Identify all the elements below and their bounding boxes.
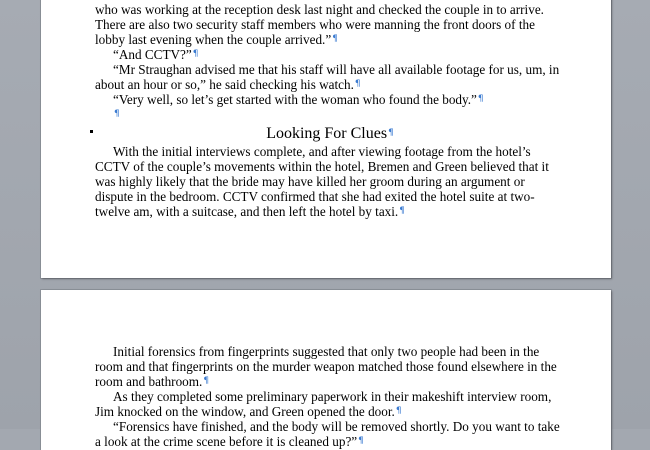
paragraph-text: Initial forensics from fingerprints suggested that only two people had been in the room and that fingerprints on the murder weapon matched those found elsewhere in the room and bathroom.	[95, 344, 557, 389]
heading-text: Looking For Clues	[266, 125, 388, 142]
paragraph-mark-icon: ¶	[358, 436, 364, 446]
paragraph-text: “Very well, so let’s get started with the woman who found the body.”	[113, 92, 477, 107]
section-heading[interactable]	[95, 123, 565, 144]
paragraph-text: With the initial interviews complete, and after viewing footage from the hotel’s CCTV of the couple’s movements within the hotel, Bremen and Green believed that it was highly likely that the bride may have killed her groom during an argument or dispute in the bedroom. CCTV confirmed that she had exited the hotel suite at two-twelve am, with a suitcase, and then left the hotel by taxi.	[95, 144, 549, 219]
paragraph-mark-icon: ¶	[354, 79, 361, 89]
paragraph[interactable]	[95, 144, 565, 219]
paragraph[interactable]	[95, 2, 565, 47]
document-page-1[interactable]	[41, 0, 611, 278]
paragraph[interactable]	[95, 92, 565, 107]
paragraph-text: “Forensics have finished, and the body will be removed shortly. Do you want to take a look at the crime scene before it is cleaned up?”	[95, 419, 560, 449]
paragraph-mark-icon: ¶	[395, 406, 402, 416]
paragraph-text: “And CCTV?”	[113, 47, 192, 62]
paragraph-mark-icon: ¶	[192, 49, 199, 59]
paragraph-mark-icon: ¶	[203, 376, 210, 386]
document-page-2[interactable]	[41, 290, 611, 450]
paragraph[interactable]	[95, 62, 565, 92]
paragraph[interactable]	[95, 389, 565, 419]
paragraph-text: As they completed some preliminary paperwork in their makeshift interview room, Jim knocked on the window, and Green opened the door.	[95, 389, 552, 419]
paragraph[interactable]	[95, 344, 565, 389]
paragraph-mark-icon: ¶	[399, 206, 405, 216]
paragraph-mark-icon: ¶	[477, 94, 484, 104]
paragraph-text: who was working at the reception desk last night and checked the couple in to arrive. There are also two security staff members who were manning the front doors of the lobby last evening when the couple arrived.”	[95, 2, 544, 47]
paragraph-mark-icon: ¶	[114, 109, 120, 119]
page-2-text-body[interactable]	[95, 344, 565, 449]
paragraph-mark-icon: ¶	[332, 34, 338, 44]
paragraph[interactable]	[95, 47, 565, 62]
page-1-text-body[interactable]	[95, 2, 565, 219]
paragraph[interactable]	[95, 419, 565, 449]
keep-with-next-marker-icon	[90, 130, 93, 133]
paragraph-text: “Mr Straughan advised me that his staff will have all available footage for us, um, in about an hour or so,” he said checking his watch.	[95, 62, 560, 92]
paragraph-mark-icon: ¶	[388, 128, 394, 138]
empty-paragraph[interactable]	[95, 107, 565, 122]
